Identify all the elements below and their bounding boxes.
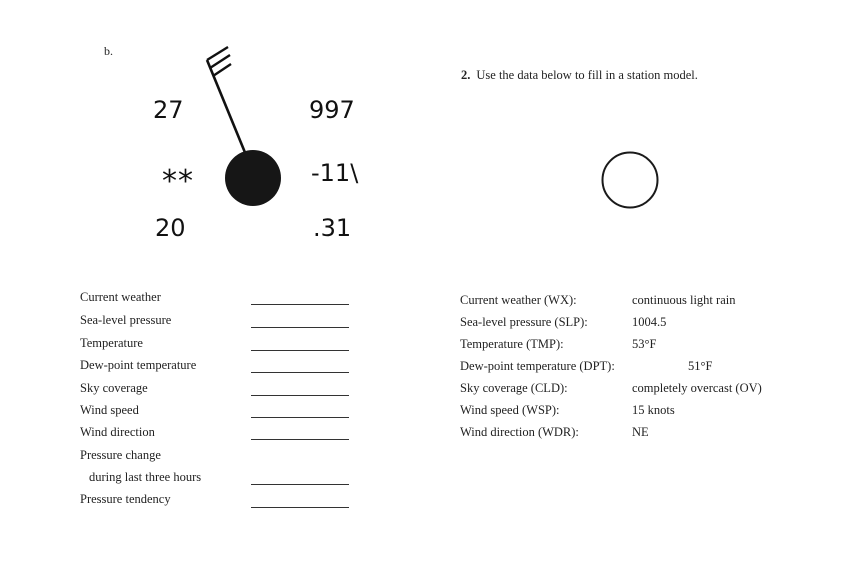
q2-label-wx: Current weather (WX): [460, 293, 577, 307]
station-circle-filled [225, 150, 281, 206]
question-2-heading [461, 68, 698, 83]
q2-label-cld: Sky coverage (CLD): [460, 381, 568, 395]
q2-value-tmp: 53°F [632, 337, 657, 351]
q2-value-wsp: 15 knots [632, 403, 675, 417]
q2-label-dpt: Dew-point temperature (DPT): [460, 359, 615, 373]
question-number: 2. [461, 68, 471, 82]
answer-blank[interactable] [251, 304, 349, 305]
field-temperature: Temperature [80, 336, 143, 350]
model-weather-symbol: ** [162, 164, 194, 199]
field-wind-speed: Wind speed [80, 403, 139, 417]
answer-blank[interactable] [251, 417, 349, 418]
field-sky-coverage: Sky coverage [80, 381, 148, 395]
answer-blank[interactable] [251, 372, 349, 373]
answer-blank[interactable] [251, 439, 349, 440]
q2-value-wx: continuous light rain [632, 293, 736, 307]
q2-value-wdr: NE [632, 425, 649, 439]
answer-blank[interactable] [251, 395, 349, 396]
answer-blank[interactable] [251, 327, 349, 328]
field-dewpoint: Dew-point temperature [80, 358, 197, 372]
field-current-weather: Current weather [80, 290, 161, 304]
empty-station-circle [603, 153, 658, 208]
field-wind-direction: Wind direction [80, 425, 155, 439]
model-pressure: 997 [309, 96, 355, 124]
q2-value-slp: 1004.5 [632, 315, 667, 329]
part-b-label: b. [104, 44, 113, 58]
model-dewpoint: 20 [155, 214, 186, 242]
question-text: Use the data below to fill in a station model. [476, 68, 698, 82]
field-sea-level-pressure: Sea-level pressure [80, 313, 172, 327]
answer-blank[interactable] [251, 350, 349, 351]
field-pressure-change-cont: during last three hours [89, 470, 202, 484]
model-precipitation: .31 [313, 214, 352, 242]
field-pressure-change: Pressure change [80, 448, 161, 462]
q2-label-slp: Sea-level pressure (SLP): [460, 315, 588, 329]
model-temperature: 27 [153, 96, 184, 124]
answer-blank[interactable] [251, 484, 349, 485]
q2-label-wdr: Wind direction (WDR): [460, 425, 579, 439]
answer-blank[interactable] [251, 507, 349, 508]
model-pressure-change: -11\ [311, 159, 359, 187]
q2-label-wsp: Wind speed (WSP): [460, 403, 560, 417]
q2-value-cld: completely overcast (OV) [632, 381, 762, 395]
field-pressure-tendency: Pressure tendency [80, 492, 171, 506]
q2-label-tmp: Temperature (TMP): [460, 337, 564, 351]
q2-value-dpt: 51°F [688, 359, 713, 373]
wind-barb-3 [213, 64, 231, 76]
